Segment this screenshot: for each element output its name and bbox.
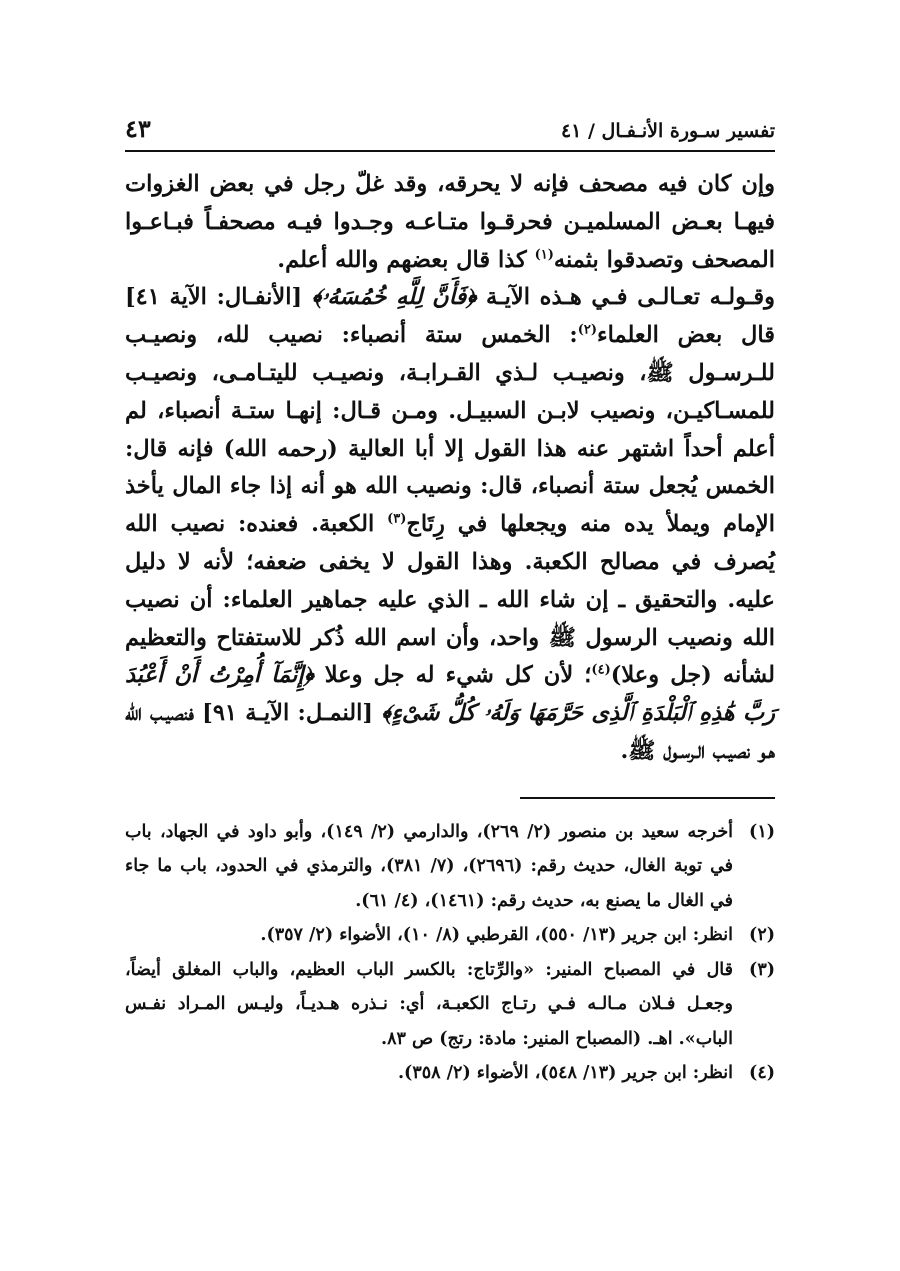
- paragraph-2-d: الكعبة. فعنده: نصيب الله يُصرف في مصالح الكعبة. وهذا القول لا يخفى ضعفه؛ لأنه لا دليل عليه. والتحقيق ـ إن شاء الله ـ الذي عليه جماهير العلماء: أن نصيب الله ونصيب الرسول ﷺ واحد، وأن اسم الله ذُكر للاستفتاح والتعظيم لشأنه (جل وعلا): [125, 511, 775, 689]
- book-page: [125, 110, 775, 1091]
- footnote-ref-2: (٢): [577, 322, 598, 338]
- paragraph-2: [125, 279, 775, 770]
- footnote-1: [125, 815, 775, 919]
- footnotes: [125, 815, 775, 1091]
- footnote-3-text: قال في المصباح المنير: «والرِّتاج: بالكسر الباب العظيم، والباب المغلق أيضاً، وجعـل فـلان مـالـه فـي رتـاج الكعبـة، أي: نـذره هـديـاً، وليـس المـراد نفـس الباب». اهـ. (المصباح المنير: مادة: رتج) ص ٨٣.: [125, 959, 733, 1049]
- footnote-3: [125, 953, 775, 1057]
- paragraph-1: [125, 166, 775, 279]
- footnote-4-number: (٤): [749, 1063, 775, 1084]
- paragraph-2-e: ؛ لأن كل شيء له جل وعلا: [313, 662, 592, 689]
- footnote-2-text: انظر: ابن جرير (١٣/ ٥٥٠)، القرطبي (٨/ ١٠)، الأضواء (٢/ ٣٥٧).: [260, 925, 733, 946]
- paragraph-1-text: وإن كان فيه مصحف فإنه لا يحرقه، وقد غلّ رجل في بعض الغزوات فيهـا بعـض المسلميـن فحرقـوا متـاعـه وجـدوا فيـه مصحفـاً فبـاعـوا المصحف وتصدقوا بثمنه: [125, 171, 775, 273]
- running-title: تفسير سـورة الأنـفـال / ٤١: [560, 120, 775, 142]
- footnote-separator: [520, 797, 775, 799]
- footnote-3-number: (٣): [749, 959, 775, 980]
- footnote-1-number: (١): [749, 821, 775, 842]
- footnote-1-text: أخرجه سعيد بن منصور (٢/ ٢٦٩)، والدارمي (٢/ ١٤٩)، وأبو داود في الجهاد، باب في توبة الغال، حديث رقم: (٢٦٩٦)، (٧/ ٣٨١)، والترمذي في الحدود، باب ما جاء في الغال ما يصنع به، حديث رقم: (١٤٦١)، (٤/ ٦١).: [125, 821, 734, 911]
- main-text: [125, 166, 775, 771]
- footnote-ref-1: (١): [534, 247, 554, 263]
- paragraph-2-c: : الخمس ستة أنصباء: نصيب لله، ونصيـب للـرسـول ﷺ، ونصيـب لـذي القـرابـة، ونصيـب لليتـامـى، ونصيـب للمسـاكيـن، ونصيب لابـن السبيـل. ومـن قـال: إنهـا ستـة أنصباء، لم أعلم أحداً اشتهر عنه هذا القول إلا أبا العالية (رحمه الله) فإنه قال: الخمس يُجعل ستة أنصباء، قال: ونصيب الله هو أنه إذا جاء المال يأخذ الإمام ويملأ يده منه ويجعلها في رِتَاج: [125, 322, 775, 538]
- running-header: [125, 110, 775, 152]
- footnote-ref-4: (٤): [591, 662, 611, 678]
- paragraph-2-b: [الأنفـال: الآية ٤١] قال بعض العلماء: [125, 284, 775, 349]
- footnote-ref-3: (٣): [387, 511, 407, 527]
- footnote-4: [125, 1056, 775, 1091]
- quran-verse-anfal-41: ﴿فَأَنَّ لِلَّهِ خُمُسَهُۥ﴾: [311, 284, 477, 311]
- footnote-4-text: انظر: ابن جرير (١٣/ ٥٤٨)، الأضواء (٢/ ٣٥٨).: [397, 1063, 733, 1084]
- quran-verse-naml-91: ﴿إِنَّمَآ أُمِرْتُ أَنْ أَعْبُدَ رَبَّ هَٰذِهِ ٱلْبَلْدَةِ ٱلَّذِى حَرَّمَهَا وَلَهُۥ كُلُّ شَىْءٍ﴾: [125, 662, 775, 727]
- footnote-2-number: (٢): [749, 925, 775, 946]
- paragraph-2-f: [النمـل: الآيـة ٩١] فنصيـب الله هـو نصيـب الـرسـول ﷺ.: [125, 700, 775, 764]
- paragraph-2-a: وقـولـه تعـالـى فـي هـذه الآيـة: [476, 284, 775, 311]
- footnote-2: [125, 918, 775, 953]
- paragraph-1-tail: كذا قال بعضهم والله أعلم.: [277, 246, 535, 273]
- page-number: ٤٣: [125, 114, 151, 143]
